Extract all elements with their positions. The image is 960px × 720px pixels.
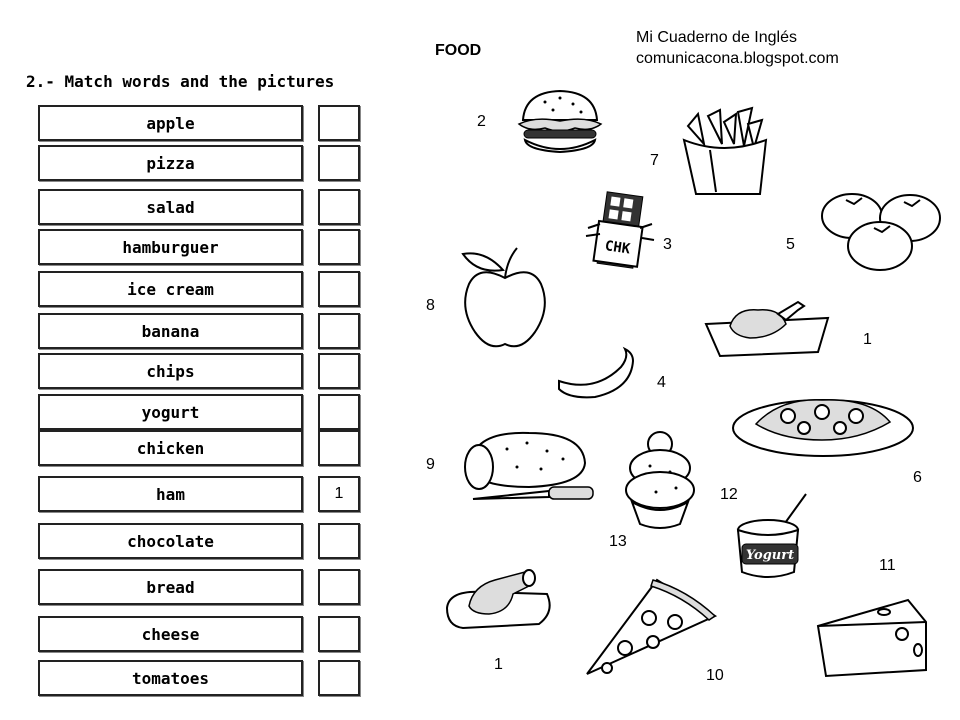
chocolate-picture [578, 188, 660, 272]
picture-number: 1 [494, 656, 503, 673]
answer-box-chicken[interactable] [318, 430, 360, 466]
answer-box-apple[interactable] [318, 105, 360, 141]
yogurt-picture [732, 490, 818, 584]
picture-number: 2 [477, 113, 486, 130]
word-hamburguer: hamburguer [38, 229, 303, 265]
credit-line-1: Mi Cuaderno de Inglés [636, 29, 797, 46]
word-cheese: cheese [38, 616, 303, 652]
picture-number: 13 [609, 533, 627, 550]
answer-box-ice-cream[interactable] [318, 271, 360, 307]
answer-box-bread[interactable] [318, 569, 360, 605]
picture-number: 9 [426, 456, 435, 473]
chips-picture [680, 104, 772, 200]
picture-number: 8 [426, 297, 435, 314]
word-ice-cream: ice cream [38, 271, 303, 307]
answer-box-chocolate[interactable] [318, 523, 360, 559]
word-ham: ham [38, 476, 303, 512]
apple-picture [455, 244, 557, 354]
picture-number: 4 [657, 374, 666, 391]
answer-box-ham[interactable]: 1 [318, 476, 360, 512]
banana-picture [555, 345, 637, 401]
pizza-picture [583, 576, 719, 682]
credit-line-2: comunicacona.blogspot.com [636, 50, 839, 67]
word-banana: banana [38, 313, 303, 349]
food-heading: FOOD [435, 42, 482, 59]
picture-number: 12 [720, 486, 738, 503]
answer-box-cheese[interactable] [318, 616, 360, 652]
picture-number: 10 [706, 667, 724, 684]
word-bread: bread [38, 569, 303, 605]
word-chocolate: chocolate [38, 523, 303, 559]
picture-number: 11 [879, 557, 896, 574]
chicken-picture [702, 296, 834, 360]
bread-picture [457, 423, 597, 505]
picture-number: 6 [913, 469, 922, 486]
picture-number: 3 [663, 236, 672, 253]
yogurt-label: Yogurt [745, 548, 795, 563]
picture-number: 5 [786, 236, 795, 253]
answer-box-yogurt[interactable] [318, 394, 360, 430]
word-pizza: pizza [38, 145, 303, 181]
answer-box-chips[interactable] [318, 353, 360, 389]
salad-picture [730, 390, 916, 460]
exercise-title: 2.- Match words and the pictures [26, 72, 335, 91]
credit [636, 27, 839, 69]
answer-box-tomatoes[interactable] [318, 660, 360, 696]
hamburger-picture [515, 86, 605, 158]
word-yogurt: yogurt [38, 394, 303, 430]
picture-number: 1 [863, 331, 872, 348]
answer-box-salad[interactable] [318, 189, 360, 225]
word-chicken: chicken [38, 430, 303, 466]
chocolate-wrapper-text: CHK [603, 238, 632, 258]
answer-box-hamburguer[interactable] [318, 229, 360, 265]
word-salad: salad [38, 189, 303, 225]
cheese-picture [814, 594, 932, 680]
ice-cream-picture [620, 428, 700, 532]
picture-number: 7 [650, 152, 659, 169]
answer-box-banana[interactable] [318, 313, 360, 349]
answer-box-pizza[interactable] [318, 145, 360, 181]
word-chips: chips [38, 353, 303, 389]
tomatoes-picture [818, 190, 944, 274]
word-apple: apple [38, 105, 303, 141]
ham-picture [443, 566, 555, 634]
word-tomatoes: tomatoes [38, 660, 303, 696]
